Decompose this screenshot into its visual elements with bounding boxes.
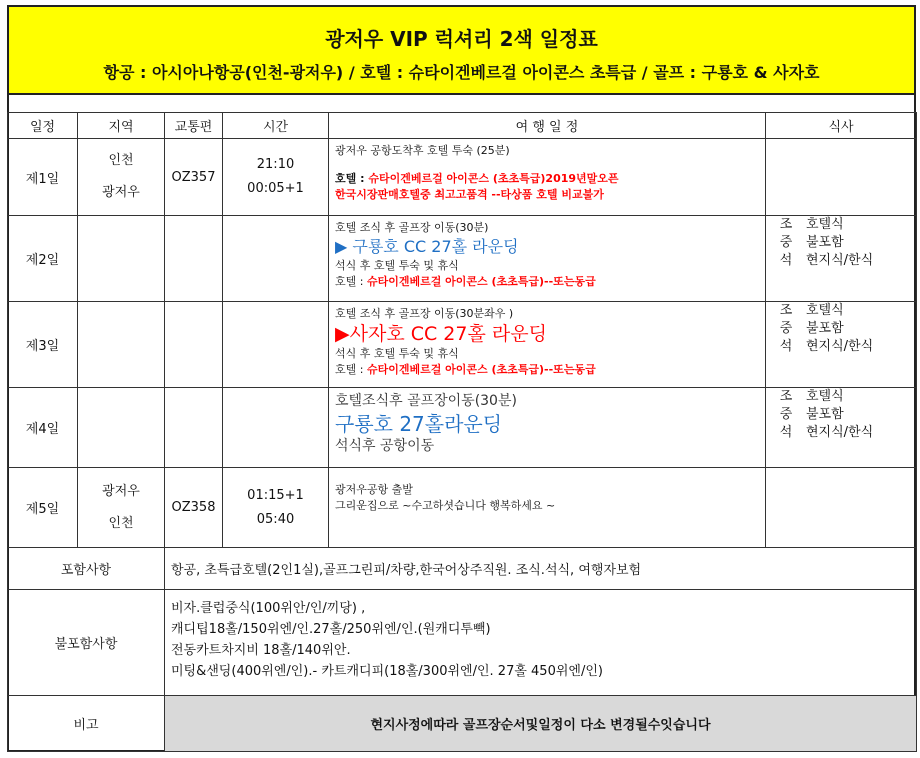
hotel-note: 한국시장판매호텔중 최고고품격 --타상품 호텔 비교불가 [335, 188, 604, 201]
itinerary-cell [329, 468, 766, 548]
meal-breakfast-key: 조 [779, 217, 793, 232]
hotel-label: 호텔 : [335, 275, 367, 288]
meal-cell [766, 139, 917, 216]
excluded-line: 비자.클럽중식(100위안/인/끼당) , [171, 601, 366, 616]
region-cell [78, 302, 165, 388]
meal-breakfast-key: 조 [779, 389, 793, 404]
flight-number: OZ358 [165, 468, 223, 548]
region-cell [78, 468, 165, 548]
region-to: 인천 [108, 515, 134, 531]
flight-number: OZ357 [165, 139, 223, 216]
included-label: 포함사항 [8, 548, 165, 590]
hotel-label: 호텔 : [335, 172, 369, 185]
title-banner [7, 5, 916, 95]
arrive-time: 05:40 [256, 511, 295, 527]
meal-breakfast-key: 조 [779, 303, 793, 318]
excluded-row [8, 590, 917, 696]
header-transport: 교통편 [165, 113, 223, 139]
itinerary-cell [329, 388, 766, 468]
meal-lunch: 불포함 [806, 407, 844, 422]
meal-dinner-key: 석 [779, 425, 793, 440]
header-meal: 식사 [766, 113, 917, 139]
excluded-line: 전동카트차지비 18홀/140위안. [171, 643, 351, 658]
itinerary-line: 호텔 조식 후 골프장 이동(30분좌우 ) [335, 307, 514, 320]
day-label: 제1일 [8, 139, 78, 216]
region-cell [78, 388, 165, 468]
header-itinerary: 여 행 일 정 [329, 113, 766, 139]
itinerary-line: 그리운집으로 ~수고하셧습니다 행복하세요 ~ [335, 499, 556, 512]
table-row [8, 302, 917, 388]
golf-round: ▶ 구룡호 CC 27홀 라운딩 [335, 237, 519, 256]
included-row [8, 548, 917, 590]
meal-dinner: 현지식/한식 [806, 339, 874, 354]
itinerary-line: 호텔조식후 골프장이동(30분) [335, 393, 517, 409]
itinerary-line: 석식 후 호텔 투숙 및 휴식 [335, 259, 459, 272]
meal-lunch: 불포함 [806, 321, 844, 336]
time-cell [223, 139, 329, 216]
schedule-table [7, 112, 917, 752]
time-cell [223, 388, 329, 468]
page-title: 광저우 VIP 럭셔리 2색 일정표 [325, 27, 598, 51]
meal-dinner: 현지식/한식 [806, 425, 874, 440]
hotel-name: 슈타이겐베르걸 아이콘스 (초초특급)2019년말오픈 [368, 172, 619, 185]
golf-round: ▶사자호 CC 27홀 라운딩 [335, 323, 547, 345]
hotel-name: 슈타이겐베르걸 아이콘스 (초초특급)--또는동급 [366, 275, 596, 288]
hotel-name: 슈타이겐베르걸 아이콘스 (초초특급)--또는동급 [366, 363, 596, 376]
day-label: 제5일 [8, 468, 78, 548]
meal-lunch-key: 중 [779, 407, 793, 422]
header-day: 일정 [8, 113, 78, 139]
meal-cell [766, 388, 917, 468]
itinerary-line: 석식후 공항이동 [335, 438, 435, 454]
depart-time: 21:10 [256, 157, 295, 172]
itinerary-line: 광저우공항 출발 [335, 483, 413, 496]
header-time: 시간 [223, 113, 329, 139]
region-cell [78, 216, 165, 302]
spacer-row [7, 95, 916, 113]
time-cell [223, 216, 329, 302]
arrive-time: 00:05+1 [247, 181, 304, 196]
flight-cell [165, 302, 223, 388]
meal-lunch-key: 중 [779, 321, 793, 336]
itinerary-cell [329, 302, 766, 388]
meal-dinner-key: 석 [779, 253, 793, 268]
meal-breakfast: 호텔식 [806, 303, 844, 318]
region-cell [78, 139, 165, 216]
hotel-line [335, 362, 759, 378]
remarks-label: 비고 [8, 696, 165, 752]
day-label: 제3일 [8, 302, 78, 388]
itinerary-cell [329, 139, 766, 216]
excluded-line: 캐디팁18홀/150위엔/인.27홀/250위엔/인.(원캐디투빽) [171, 622, 491, 637]
meal-cell [766, 216, 917, 302]
flight-cell [165, 216, 223, 302]
remarks-text: 현지사정에따라 골프장순서및일정이 다소 변경될수잇습니다 [165, 696, 917, 752]
day-label: 제2일 [8, 216, 78, 302]
time-cell [223, 468, 329, 548]
excluded-label: 불포함사항 [8, 590, 165, 696]
meal-breakfast: 호텔식 [806, 389, 844, 404]
meal-dinner-key: 석 [779, 339, 793, 354]
meal-breakfast: 호텔식 [806, 217, 844, 232]
excluded-cell [165, 590, 917, 696]
time-cell [223, 302, 329, 388]
table-row [8, 388, 917, 468]
region-from: 광저우 [102, 483, 140, 499]
meal-cell [766, 302, 917, 388]
meal-cell [766, 468, 917, 548]
table-row [8, 216, 917, 302]
remarks-row [8, 696, 917, 752]
region-from: 인천 [108, 153, 134, 168]
depart-time: 01:15+1 [247, 487, 304, 503]
table-row [8, 139, 917, 216]
excluded-line: 미팅&샌딩(400위엔/인).- 카트캐디피(18홀/300위엔/인. 27홀 450위엔/인) [171, 664, 603, 679]
region-to: 광저우 [102, 185, 140, 200]
hotel-line [335, 274, 759, 290]
header-region: 지역 [78, 113, 165, 139]
page-subtitle: 항공 : 아시아나항공(인천-광저우) / 호텔 : 슈타이겐베르걸 아이콘스 초특급 / 골프 : 구룡호 & 사자호 [103, 63, 820, 82]
flight-cell [165, 388, 223, 468]
meal-dinner: 현지식/한식 [806, 253, 874, 268]
meal-lunch-key: 중 [779, 235, 793, 250]
hotel-label: 호텔 : [335, 363, 367, 376]
itinerary-line: 석식 후 호텔 투숙 및 휴식 [335, 347, 459, 360]
golf-round: 구룡호 27홀라운딩 [335, 412, 503, 436]
table-row [8, 468, 917, 548]
itinerary-line: 광저우 공항도착후 호텔 투숙 (25분) [335, 144, 510, 157]
day-label: 제4일 [8, 388, 78, 468]
itinerary-cell [329, 216, 766, 302]
itinerary-line: 호텔 조식 후 골프장 이동(30분) [335, 221, 489, 234]
hotel-line [335, 171, 759, 187]
included-text: 항공, 초특급호텔(2인1실),골프그린피/차량,한국어상주직원. 조식.석식, 여행자보험 [165, 548, 917, 590]
table-header-row [8, 113, 917, 139]
meal-lunch: 불포함 [806, 235, 844, 250]
